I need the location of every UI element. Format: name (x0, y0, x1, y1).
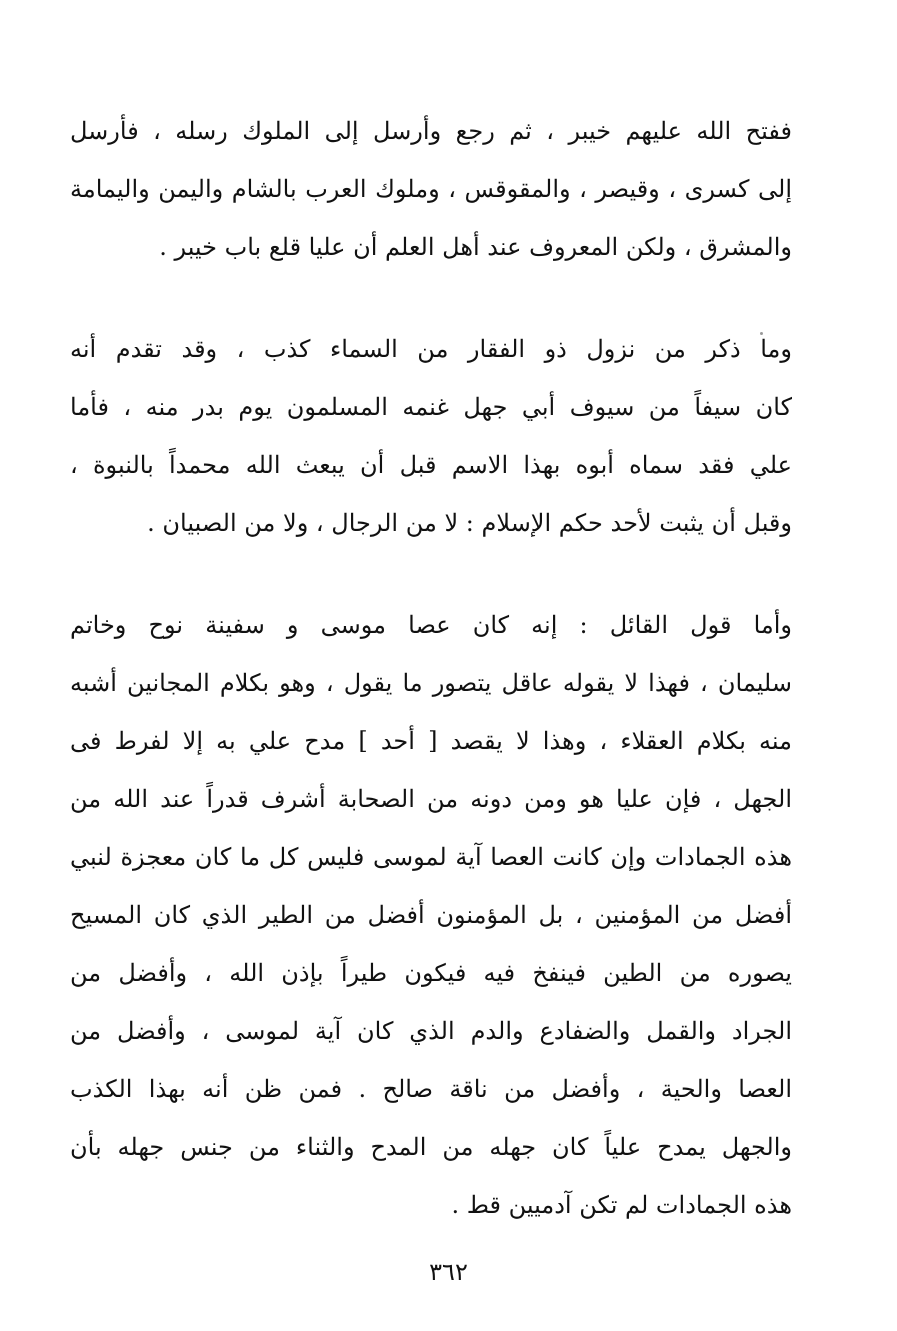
paragraph-line: أفضل من المؤمنين ، بل المؤمنون أفضل من الطير الذي كان المسيح (70, 901, 792, 929)
paragraph-line: وما ذكر من نزول ذو الفقار من السماء كذب ، وقد تقدم أنه (70, 335, 792, 363)
paragraph-line: يصوره من الطين فينفخ فيه فيكون طيراً بإذن الله ، وأفضل من (70, 959, 792, 987)
paragraph-staff-of-moses (70, 596, 792, 1234)
paragraph-line: هذه الجمادات لم تكن آدميين قط . (451, 1191, 792, 1219)
paragraph-line: كان سيفاً من سيوف أبي جهل غنمه المسلمون يوم بدر منه ، فأما (70, 393, 792, 421)
paragraph-line: والمشرق ، ولكن المعروف عند أهل العلم أن عليا قلع باب خيبر . (159, 233, 792, 261)
paragraph-line: العصا والحية ، وأفضل من ناقة صالح . فمن ظن أنه بهذا الكذب (70, 1075, 792, 1103)
paragraph-line: الجهل ، فإن عليا هو ومن دونه من الصحابة أشرف قدراً عند الله من (70, 785, 792, 813)
scan-speck (760, 332, 763, 335)
paragraph-line: منه بكلام العقلاء ، وهذا لا يقصد [ أحد ] مدح علي به إلا لفرط فى (70, 727, 792, 755)
paragraph-line: إلى كسرى ، وقيصر ، والمقوقس ، وملوك العرب بالشام واليمن واليمامة (70, 175, 792, 203)
paragraph-line: وأما قول القائل : إنه كان عصا موسى و سفينة نوح وخاتم (70, 611, 792, 639)
page-number: ٣٦٢ (429, 1258, 468, 1286)
paragraph-line: الجراد والقمل والضفادع والدم الذي كان آية لموسى ، وأفضل من (70, 1017, 792, 1045)
paragraph-khaybar (70, 102, 792, 276)
paragraph-line: ففتح الله عليهم خيبر ، ثم رجع وأرسل إلى الملوك رسله ، فأرسل (70, 117, 792, 145)
paragraph-line: والجهل يمدح علياً كان جهله من المدح والثناء من جنس جهله بأن (70, 1133, 792, 1161)
paragraph-line: وقبل أن يثبت لأحد حكم الإسلام : لا من الرجال ، ولا من الصبيان . (147, 509, 792, 537)
paragraph-dhulfiqar (70, 320, 792, 552)
paragraph-line: علي فقد سماه أبوه بهذا الاسم قبل أن يبعث الله محمداً بالنبوة ، (70, 451, 792, 479)
paragraph-line: هذه الجمادات وإن كانت العصا آية لموسى فليس كل ما كان معجزة لنبي (70, 843, 792, 871)
paragraph-line: سليمان ، فهذا لا يقوله عاقل يتصور ما يقول ، وهو بكلام المجانين أشبه (70, 669, 792, 697)
